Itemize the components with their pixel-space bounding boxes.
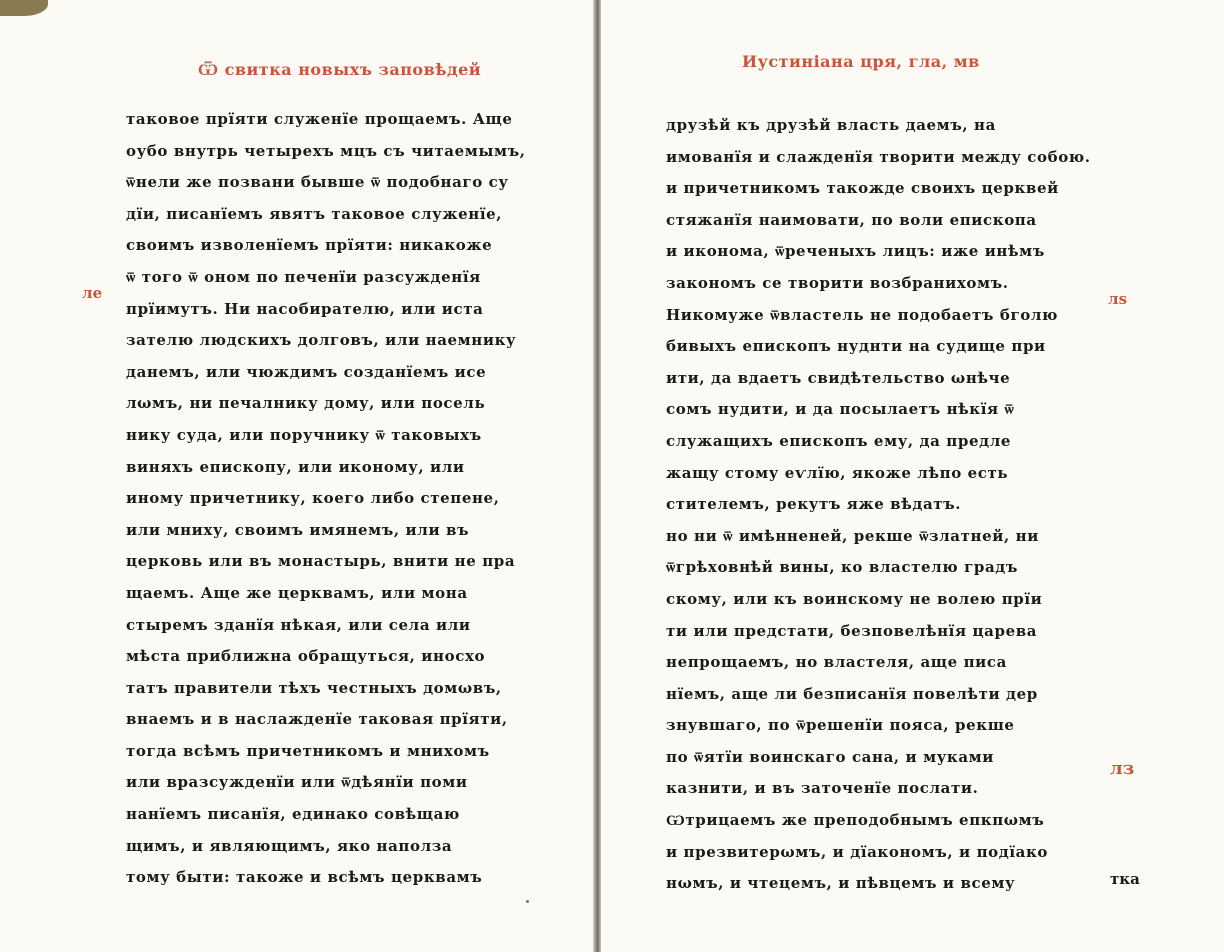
text-line: ѿгрѣховнѣй вины, ко властелю градъ	[666, 558, 1018, 577]
text-line: щимъ, и являющимъ, яко наполза	[126, 836, 453, 855]
text-line: стяжанїя наимовати, по воли епископа	[666, 210, 1037, 229]
text-line: нику суда, или поручнику ѿ таковыхъ	[126, 425, 482, 444]
text-line: ѿнели же позвани бывше ѿ подобнаго су	[126, 173, 509, 192]
text-line: и причетникомъ такожде своихъ церквей	[666, 179, 1059, 198]
right-margin-number-1: лѕ	[1108, 290, 1128, 308]
right-margin-number-2: лз	[1110, 758, 1135, 779]
right-page-text	[666, 110, 1091, 900]
text-line: ити, да вдаетъ свидѣтельство ωнѣче	[666, 368, 1011, 387]
catchword: тка	[1110, 870, 1140, 888]
text-line: прїимутъ. Ни насобирателю, или иста	[126, 299, 484, 318]
text-line: нωмъ, и чтецемъ, и пѣвцемъ и всему	[666, 874, 1016, 893]
text-line: Ѡтрицаемъ же преподобнымъ епкпωмъ	[666, 811, 1045, 830]
ink-speck	[526, 900, 529, 903]
text-line: лωмъ, ни печалнику дому, или посель	[126, 394, 486, 413]
text-line: ѿ того ѿ оном по печенїи разсужденїя	[126, 267, 481, 286]
corner-stain	[0, 0, 48, 16]
text-line: стыремъ зданїя нѣкая, или села или	[126, 615, 471, 634]
text-line: церковь или въ монастырь, внити не пра	[126, 552, 516, 571]
text-line: или мниху, своимъ имянемъ, или въ	[126, 520, 470, 539]
text-line: тому быти: такоже и всѣмъ церквамъ	[126, 868, 483, 887]
text-line: своимъ изволенїемъ прїяти: никакоже	[126, 236, 493, 255]
text-line: таковое прїяти служенїе прощаемъ. Аще	[126, 110, 513, 128]
text-line: непрощаемъ, но властеля, аще писа	[666, 653, 1007, 672]
text-line: виняхъ епископу, или иконому, или	[126, 457, 465, 476]
text-line: ти или предстати, безповелѣнїя царева	[666, 621, 1038, 640]
text-line: или вразсужденїи или ѿдѣянїи поми	[126, 773, 468, 792]
text-line: бивыхъ епископъ нуднти на судище при	[666, 337, 1046, 356]
text-line: нїемъ, аще ли безписанїя повелѣти дер	[666, 684, 1038, 703]
text-line: служащихъ епископъ ему, да предле	[666, 431, 1012, 450]
left-page-text	[126, 104, 571, 894]
text-line: мѣста приближна обращуться, иносхо	[126, 647, 486, 666]
text-line: щаемъ. Аще же церквамъ, или мона	[126, 583, 468, 602]
text-line: иному причетнику, коего либо степене,	[126, 489, 500, 508]
text-line: тогда всѣмъ причетникомъ и мнихомъ	[126, 741, 490, 760]
text-line: закономъ се творити возбранихомъ.	[666, 273, 1009, 292]
text-line: нанїемъ писанїя, единако совѣщаю	[126, 805, 460, 824]
text-line: татъ правители тѣхъ честныхъ домωвъ,	[126, 678, 502, 697]
text-line: казнити, и въ заточенїе послати.	[666, 779, 979, 798]
book-gutter	[593, 0, 601, 952]
text-line: и иконома, ѿреченыхъ лицъ: иже инѣмъ	[666, 242, 1045, 261]
left-page-header: Ѿ свитка новыхъ заповѣдей	[198, 60, 482, 79]
text-line: имованїя и слажденїя творити между собою.	[666, 147, 1091, 166]
text-line: но ни ѿ имѣнненей, рекше ѿзлатней, ни	[666, 526, 1039, 545]
text-line: друзѣй къ друзѣй власть даемъ, на	[666, 116, 996, 134]
text-line: стителемъ, рекутъ яже вѣдатъ.	[666, 495, 962, 514]
text-line: по ѿятїи воинскаго сана, и муками	[666, 747, 995, 766]
text-line: дїи, писанїемъ явятъ таковое служенїе,	[126, 204, 503, 223]
text-line: зателю людскихъ долговъ, или наемнику	[126, 331, 517, 350]
left-margin-number: ле	[82, 284, 103, 302]
text-line: знувшаго, по ѿрешенїи пояса, рекше	[666, 716, 1015, 735]
text-line: оубо внутрь четырехъ мцъ съ читаемымъ,	[126, 141, 526, 160]
text-line: внаемъ и в наслажденїе таковая прїяти,	[126, 710, 508, 729]
text-line: сомъ нудити, и да посылаетъ нѣкїя ѿ	[666, 400, 1015, 419]
text-line: данемъ, или чюждимъ созданїемъ исе	[126, 362, 487, 381]
text-line: скому, или къ воинскому не волею прїи	[666, 589, 1043, 608]
text-line: Никомуже ѿвластель не подобаетъ бголю	[666, 305, 1059, 324]
text-line: и презвитерωмъ, и дїакономъ, и подїако	[666, 842, 1049, 861]
right-page-header: Иустиніана цря, гла, мв	[742, 52, 980, 71]
text-line: жащу стому еѵлїю, якоже лѣпо есть	[666, 463, 1009, 482]
